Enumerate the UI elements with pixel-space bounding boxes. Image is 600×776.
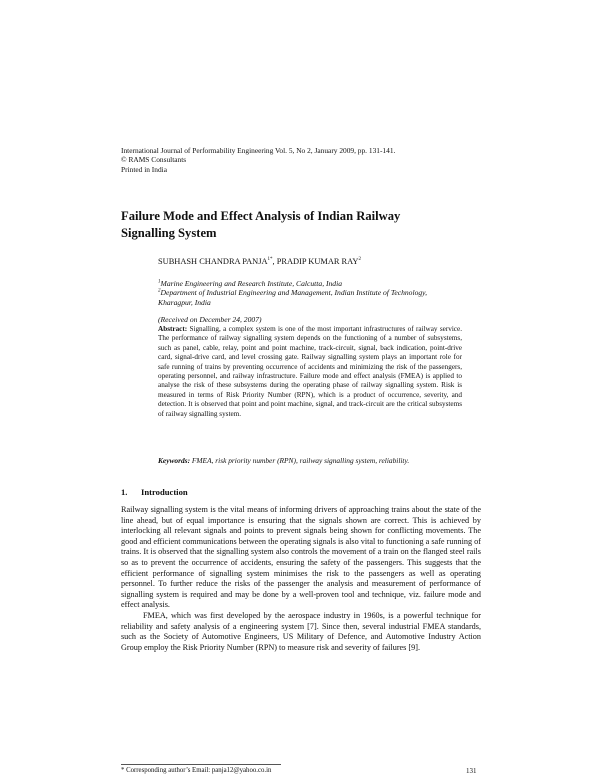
paper-title [121, 208, 481, 241]
journal-printed: Printed in India [121, 164, 167, 174]
keywords-text: FMEA, risk priority number (RPN), railway signalling system, reliability. [190, 456, 410, 465]
received-date: (Received on December 24, 2007) [158, 315, 262, 324]
affiliation-1: $^1$Marine Engineering and Research Institute, Calcutta, India [158, 279, 343, 288]
affiliations [158, 279, 488, 307]
paragraph: FMEA, which was first developed by the aerospace industry in 1960s, is a powerful technique for reliability and safety analysis of a engineering system [7]. Since then, several industrial FMEA standards, such as the Society of Automotive Engineers, US Military of Defence, and Automotive Industry Action Group employ the Risk Priority Number (RPN) to measure risk and severity of failures [9]. [121, 610, 481, 652]
introduction-body [121, 505, 481, 653]
abstract-label: Abstract: [158, 325, 188, 333]
journal-header [121, 146, 501, 174]
paragraph: Railway signalling system is the vital means of informing drivers of approaching trains about the state of the line ahead, but of equal importance is ensuring that the signals shown are correct. This is achieved by interlocking all relevant signals and points to prevent signals being shown for conflicting movements. The good and efficient communications between the operating signals is also vital to functioning a safe running of trains. It is observed that the signalling system also controls the movement of a train on the flanged steel rails so as to prevent the occurrence of accidents, ensuring the safety of the passengers. This suggests that the efficient performance of signalling system minimises the risk to the passengers as well as operating personnel. To further reduce the risks of the passenger the analysis and measurement of performance of signalling system is required and may be done by a well-proven tool and technique, viz. failure mode and effect analysis. [121, 505, 481, 610]
journal-citation: International Journal of Performability Engineering Vol. 5, No 2, January 2009, pp. 131-141. [121, 146, 396, 155]
keywords [158, 456, 478, 465]
author-1-marks: 1* [267, 257, 273, 263]
paper-title-line-1: Failure Mode and Effect Analysis of Indian Railway [121, 209, 401, 223]
author-1: SUBHASH CHANDRA PANJA [158, 257, 268, 266]
keywords-label: Keywords: [158, 456, 191, 465]
page-number: 131 [466, 767, 477, 775]
section-heading-introduction [121, 487, 188, 497]
author-2: , PRADIP KUMAR RAY [272, 257, 359, 266]
abstract [158, 325, 462, 419]
section-title: Introduction [141, 487, 188, 497]
footnote-divider [121, 764, 281, 765]
paper-title-line-2: Signalling System [121, 225, 217, 240]
section-number: 1. [121, 487, 128, 497]
journal-copyright: © RAMS Consultants [121, 155, 187, 165]
author-list [158, 257, 361, 266]
author-2-marks: 2 [358, 257, 361, 263]
footnote: * Corresponding author’s Email: panja12@yahoo.co.in [121, 767, 272, 774]
abstract-text: Signalling, a complex system is one of the most important infrastructures of railway service. The performance of railway signalling system depends on the functioning of a number of subsystems, such as panel, cable, relay, point and point machine, track-circuit, signal, back indication, point-drive card, signal-drive card, and level crossing gate. Railway signalling system plays an important role for safe running of trains by preventing occurrence of accidents and minimizing the risk of the passengers, operating personnel, and railway infrastructure. Failure mode and effect analysis (FMEA) is applied to analyse the risk of these subsystems during the operating phase of railway signalling system. Risk is measured in terms of Risk Priority Number (RPN), which is a product of occurrence, severity, and detection. It is observed that point and point machine, signal, and track-circuit are the critical subsystems of railway signalling system. [158, 325, 462, 418]
affiliation-2-cont: Kharagpur, India [158, 297, 211, 307]
affiliation-2: $^2$Department of Industrial Engineering and Management, Indian Institute of Technology, [158, 288, 428, 298]
